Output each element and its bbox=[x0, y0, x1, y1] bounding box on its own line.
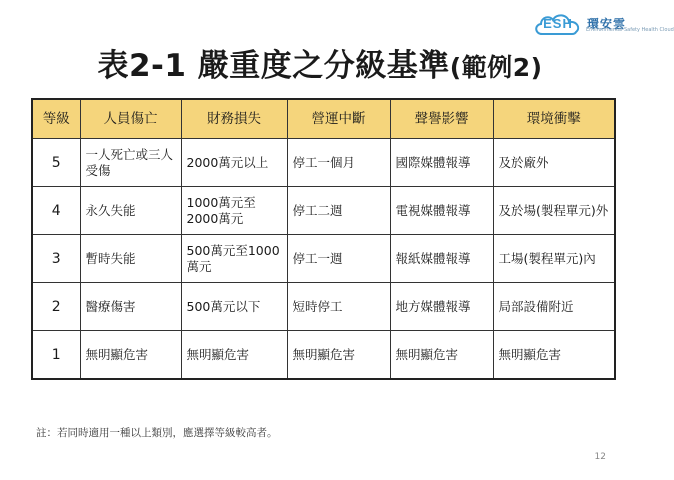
table-row bbox=[32, 187, 615, 235]
table-cell: 醫療傷害 bbox=[80, 283, 181, 331]
table-cell: 國際媒體報導 bbox=[390, 139, 493, 187]
logo-mark-text: ESH bbox=[543, 16, 573, 31]
table-row bbox=[32, 235, 615, 283]
footnote: 註：若同時適用一種以上類別，應選擇等級較高者。 bbox=[36, 427, 278, 439]
table-cell: 一人死亡或三人受傷 bbox=[80, 139, 181, 187]
header-environmental-impact: 環境衝擊 bbox=[493, 99, 615, 139]
table-cell-level: 5 bbox=[32, 139, 80, 187]
table-cell: 500萬元以下 bbox=[181, 283, 287, 331]
table-cell: 無明顯危害 bbox=[181, 331, 287, 380]
table-cell: 無明顯危害 bbox=[80, 331, 181, 380]
table-cell: 無明顯危害 bbox=[390, 331, 493, 380]
table-cell: 及於場(製程單元)外 bbox=[493, 187, 615, 235]
page-number: 12 bbox=[594, 452, 606, 462]
table-row bbox=[32, 331, 615, 380]
severity-table bbox=[31, 98, 616, 380]
table-cell-level: 4 bbox=[32, 187, 80, 235]
cloud-logo-icon bbox=[532, 10, 584, 38]
table-row bbox=[32, 283, 615, 331]
table-cell: 暫時失能 bbox=[80, 235, 181, 283]
logo-name: 環安雲 bbox=[586, 17, 626, 31]
table-cell: 無明顯危害 bbox=[493, 331, 615, 380]
header-level: 等級 bbox=[32, 99, 80, 139]
table-cell: 工場(製程單元)內 bbox=[493, 235, 615, 283]
logo-tagline: Environmental Safety Health Cloud bbox=[585, 27, 674, 33]
table-cell: 500萬元至1000萬元 bbox=[181, 235, 287, 283]
table-cell: 地方媒體報導 bbox=[390, 283, 493, 331]
table-row bbox=[32, 139, 615, 187]
header-operation-interruption: 營運中斷 bbox=[287, 99, 390, 139]
table-cell-level: 3 bbox=[32, 235, 80, 283]
table-cell-level: 2 bbox=[32, 283, 80, 331]
table-cell: 電視媒體報導 bbox=[390, 187, 493, 235]
table-header-row bbox=[32, 99, 615, 139]
table-cell: 報紙媒體報導 bbox=[390, 235, 493, 283]
header-reputation: 聲譽影響 bbox=[390, 99, 493, 139]
table-cell: 局部設備附近 bbox=[493, 283, 615, 331]
table-cell-level: 1 bbox=[32, 331, 80, 380]
table-cell: 永久失能 bbox=[80, 187, 181, 235]
table-cell: 停工一週 bbox=[287, 235, 390, 283]
header-casualty: 人員傷亡 bbox=[80, 99, 181, 139]
esh-logo bbox=[532, 10, 674, 38]
table-cell: 停工一個月 bbox=[287, 139, 390, 187]
slide-title-suffix: (範例2) bbox=[449, 53, 543, 82]
table-cell: 無明顯危害 bbox=[287, 331, 390, 380]
table-cell: 1000萬元至2000萬元 bbox=[181, 187, 287, 235]
table-cell: 2000萬元以上 bbox=[181, 139, 287, 187]
table-cell: 停工二週 bbox=[287, 187, 390, 235]
table-cell: 短時停工 bbox=[287, 283, 390, 331]
slide-title bbox=[0, 40, 640, 85]
slide-title-main: 表2-1 嚴重度之分級基準 bbox=[97, 48, 450, 84]
table-cell: 及於廠外 bbox=[493, 139, 615, 187]
header-financial-loss: 財務損失 bbox=[181, 99, 287, 139]
